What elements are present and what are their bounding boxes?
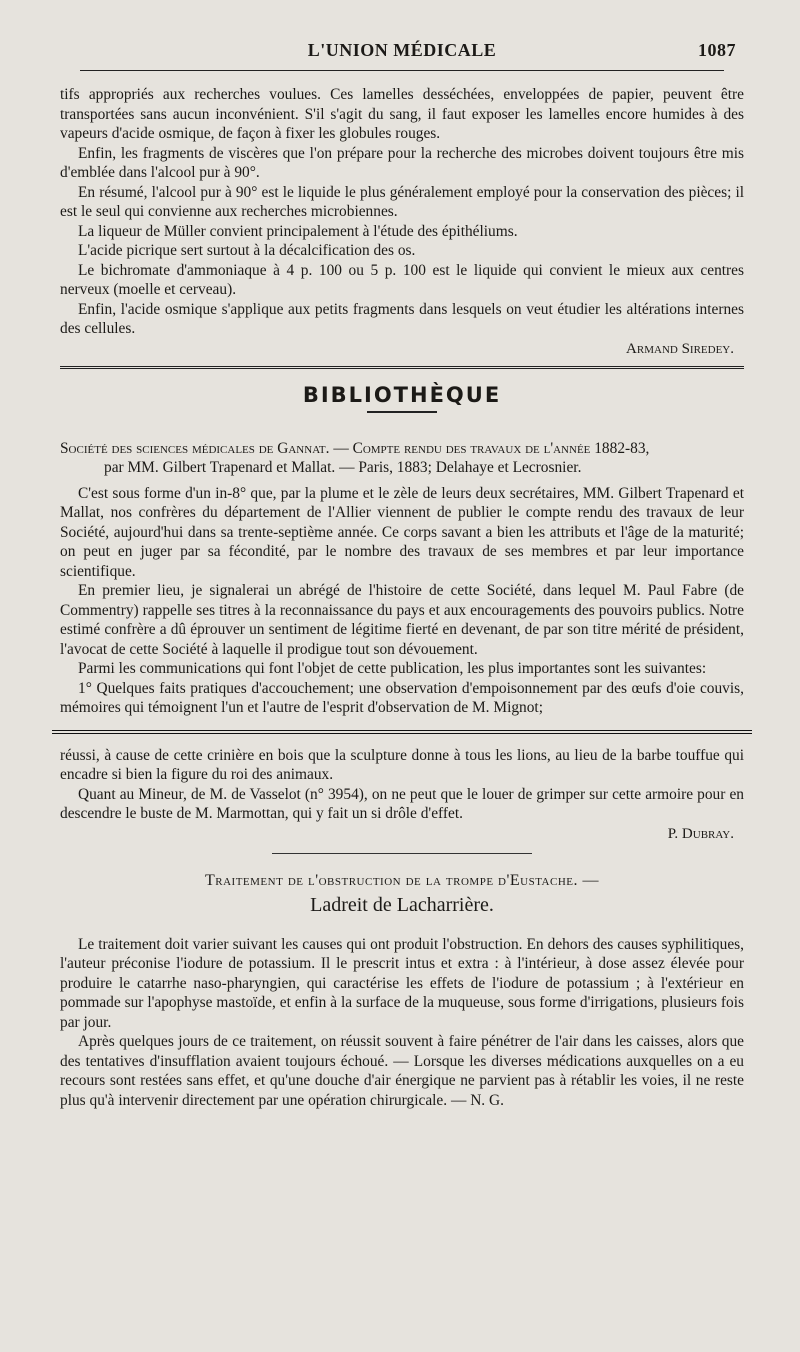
running-header <box>60 34 744 62</box>
paragraph: En résumé, l'alcool pur à 90° est le liquide le plus généralement employé pour la conservation des pièces; il est le seul qui convienne aux recherches microbiennes. <box>60 183 744 220</box>
journal-title: L'UNION MÉDICALE <box>307 40 497 60</box>
paragraph: L'acide picrique sert surtout à la décalcification des os. <box>78 242 416 259</box>
feuilleton-divider <box>52 730 752 734</box>
paragraph: C'est sous forme d'un in-8° que, par la plume et le zèle de leurs deux secrétaires, MM. Gilbert Trapenard et Mallat, nos confrères du département de l'Allier viennent de publier le compte rendu des travaux de leur Société, aujourd'hui dans sa trente-septième année. Ce corps savant a bien les attributs et l'âge de la maturité; on peut en juger par sa fécondité, par le nombre des travaux de ses membres et par leur importance scientifique. <box>60 484 744 580</box>
section-divider <box>60 366 744 369</box>
article-author: Ladreit de Lacharrière. <box>310 893 494 916</box>
author-signature: Armand Siredey. <box>626 340 734 357</box>
reference-line: par MM. Gilbert Trapenard et Mallat. — Paris, 1883; Delahaye et Lecrosnier. <box>104 459 582 476</box>
paragraph: Enfin, les fragments de viscères que l'on prépare pour la recherche des microbes doivent toujours être mis d'emblée dans l'alcool pur à 90°. <box>60 144 744 181</box>
section-title: BIBLIOTHÈQUE <box>302 382 502 407</box>
paragraph: Le traitement doit varier suivant les causes qui ont produit l'obstruction. En dehors des causes syphilitiques, l'auteur préconise l'iodure de potassium. Il le prescrit intus et extra : à l'intérieur, à dose assez élevée pour produire le catarrhe naso-pharyngien, qui caractérise les effets de l'iodure de potassium ; à l'extérieur en pommade sur l'apophyse mastoïde, et enfin à la surface de la muqueuse, sous forme d'irrigations, plusieurs fois par jour. <box>60 935 744 1031</box>
histology-section <box>60 85 744 358</box>
author-signature: P. Dubray. <box>667 825 734 842</box>
paragraph: tifs appropriés aux recherches voulues. Ces lamelles desséchées, enveloppées de papier, peuvent être transportées sans aucun inconvénient. S'il s'agit du sang, il faut exposer les lamelles encore humides à des vapeurs d'acide osmique, de façon à fixer les globules rouges. <box>60 86 744 142</box>
paragraph: En premier lieu, je signalerai un abrégé de l'histoire de cette Société, dans lequel M. Paul Fabre (de Commentry) rappelle ses titres à la reconnaissance du pays et aux encouragements des pouvoirs publics. Notre estimé confrère a dû éprouver un sentiment de légitime fierté en devenant, de par son titre mérité de président, l'avocat de cette Société à laquelle il prodigue tout son dévouement. <box>60 582 744 658</box>
paragraph: réussi, à cause de cette crinière en bois que la sculpture donne à tous les lions, au lieu de la barbe touffue qui encadre si bien la figure du roi des animaux. <box>60 746 744 783</box>
paragraph: Le bichromate d'ammoniaque à 4 p. 100 ou 5 p. 100 est le liquide qui convient le mieux aux centres nerveux (moelle et cerveau). <box>60 261 744 298</box>
paragraph: La liqueur de Müller convient principalement à l'étude des épithéliums. <box>78 222 518 240</box>
paragraph: Après quelques jours de ce traitement, on réussit souvent à faire pénétrer de l'air dans les caisses, alors que des tentatives d'insufflation avaient toujours échoué. — Lorsque les diverses médications auxquelles on a eu recours sont restées sans effet, et qu'une douche d'air énergique ne parvient pas à rétablir les voies, il ne reste plus qu'à intervenir directement par une opération chirurgicale. — N. G. <box>60 1033 744 1109</box>
paragraph: Enfin, l'acide osmique s'applique aux petits fragments dans lesquels on veut étudier les altérations internes des cellules. <box>60 300 744 337</box>
page-number: 1087 <box>698 40 736 60</box>
bibliographic-reference <box>60 439 744 478</box>
feuilleton-section <box>60 746 744 843</box>
paragraph: 1° Quelques faits pratiques d'accouchement; une observation d'empoisonnement par des œufs d'oie couvis, mémoires qui témoignent l'un et l'autre de l'esprit d'observation de M. Mignot; <box>60 679 744 716</box>
article-body <box>60 935 744 1111</box>
review-section <box>60 484 744 718</box>
title-underline <box>367 411 437 413</box>
reference-line: Société des sciences médicales de Gannat. — Compte rendu des travaux de l'année 1882-83, <box>60 439 650 457</box>
article-divider <box>272 853 532 854</box>
paragraph: Parmi les communications qui font l'objet de cette publication, les plus importantes sont les suivantes: <box>78 660 707 677</box>
article-title: Traitement de l'obstruction de la trompe d'Eustache. — <box>205 871 599 889</box>
paragraph: Quant au Mineur, de M. de Vasselot (n° 3954), on ne peut que le louer de grimper sur cette armoire pour en descendre le buste de M. Marmottan, qui y fait un si drôle d'effet. <box>60 785 744 822</box>
